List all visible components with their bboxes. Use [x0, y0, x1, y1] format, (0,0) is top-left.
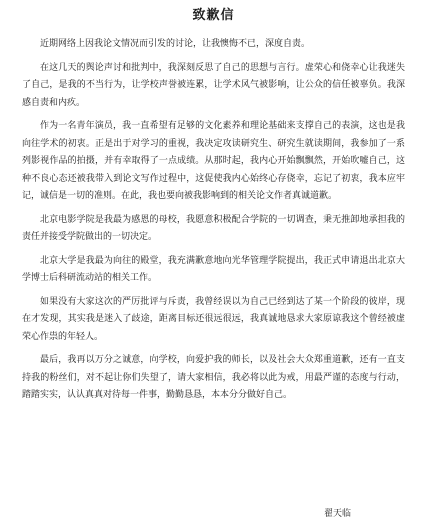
paragraph-6: 如果没有大家这次的严厉批评与斥责，我曾经误以为自己已经到达了某一个阶段的彼岸，现在才发现，其实我是迷入了歧途，距离目标还很远很远，我真诚地恳求大家原谅我这个曾经被虚荣心作祟的年轻人。 [22, 296, 405, 342]
paragraph-7: 最后，我再以万分之诚意，向学校，向爱护我的师长，以及社会大众郑重道歉，还有一直支持我的粉丝们，对不起让你们失望了，请大家相信，我必将以此为戒，用最严谨的态度与行动，踏踏实实，认认真真对待每一件事，勤勤恳恳，本本分分做好自己。 [22, 355, 405, 400]
paragraph-1: 近期网络上因我论文情况而引发的讨论，让我懊悔不已，深度自责。 [40, 39, 311, 49]
paragraph-5: 北京大学是我最为向往的殿堂，我充满歉意地向光华管理学院提出，我正式申请退出北京大学博士后科研流动站的相关工作。 [22, 255, 405, 283]
paragraph-2: 在这几天的舆论声讨和批判中，我深刻反思了自己的思想与言行。虚荣心和侥幸心让我迷失了自己，是我的不当行为，让学校声誉被连累，让学术风气被影响，让公众的信任被辜负。我深感自责和内疚。 [22, 62, 405, 108]
paragraph-3: 作为一名青年演员，我一直希望有足够的文化素养和理论基础来支撑自己的表演，这也是我向往学术的初衷。正是出于对学习的重视，我决定攻读研究生、研究生就读期间，我参加了一系列影视作品的拍摄，并有幸取得了一点成绩。从那时起，我内心开始飘飘然，开始吹嘘自己，这种不良心态还被我带入到论文写作过程中，这促使我内心始终心存侥幸，忘记了初衷，我本应牢记，诚信是一切的准则。在此，我也要向被我影响到的相关论文作者真诚道歉。 [22, 121, 405, 201]
paragraph-4: 北京电影学院是我最为感恩的母校，我愿意积极配合学院的一切调查，秉无推卸地承担我的责任并接受学院做出的一切决定。 [22, 214, 405, 242]
letter-title: 致歉信 [192, 8, 235, 23]
signature: 翟天临 [323, 509, 351, 519]
